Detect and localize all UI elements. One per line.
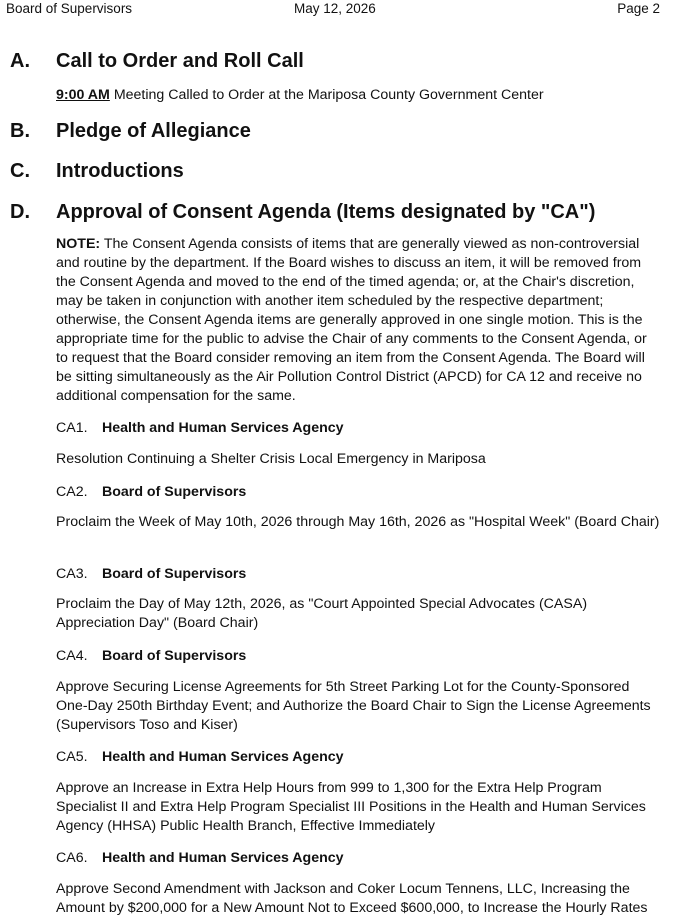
header-page-number: Page 2	[617, 1, 660, 16]
section-letter: B.	[10, 120, 30, 142]
page-header	[0, 1, 680, 19]
consent-item-body: Resolution Continuing a Shelter Crisis Local Emergency in Mariposa	[56, 451, 486, 467]
consent-item-header	[56, 566, 246, 582]
consent-item-header	[56, 850, 344, 866]
item-department: Health and Human Services Agency	[102, 850, 344, 866]
consent-item-body: Proclaim the Week of May 10th, 2026 through May 16th, 2026 as "Hospital Week" (Board Chair)	[56, 514, 660, 530]
item-code: CA4.	[56, 648, 88, 664]
item-department: Health and Human Services Agency	[102, 749, 344, 765]
header-date: May 12, 2026	[294, 1, 376, 16]
consent-item-header	[56, 648, 246, 664]
consent-agenda-note	[56, 235, 656, 406]
header-board-name: Board of Supervisors	[6, 1, 133, 16]
meeting-time: 9:00 AM	[56, 87, 110, 103]
consent-item-body: Approve an Increase in Extra Help Hours from 999 to 1,300 for the Extra Help Program Specialist II and Extra Help Program Specialist III Positions in the Health and Human Services Agency (HHSA) Public Health Branch, Effective Immediately	[56, 780, 646, 834]
call-to-order-text: Meeting Called to Order at the Mariposa County Government Center	[109, 87, 544, 103]
item-code: CA1.	[56, 420, 88, 436]
item-code: CA3.	[56, 566, 88, 582]
section-title: Pledge of Allegiance	[56, 120, 251, 142]
item-department: Board of Supervisors	[102, 566, 247, 582]
section-letter: C.	[10, 160, 30, 182]
consent-item-header	[56, 484, 246, 500]
section-letter: D.	[10, 201, 30, 223]
item-code: CA5.	[56, 749, 88, 765]
item-code: CA2.	[56, 484, 88, 500]
item-code: CA6.	[56, 850, 88, 866]
consent-item-header	[56, 749, 344, 765]
consent-item-body: Approve Securing License Agreements for 5th Street Parking Lot for the County-Sponsored One-Day 250th Birthday Event; and Authorize the Board Chair to Sign the License Agreements (Supervisors Toso and Kiser)	[56, 679, 651, 733]
item-department: Board of Supervisors	[102, 484, 247, 500]
note-label: NOTE:	[56, 236, 101, 252]
section-title: Introductions	[56, 160, 184, 182]
note-text: The Consent Agenda consists of items that are generally viewed as non-controversial and routine by the department. If the Board wishes to discuss an item, it will be removed from the Consent Agenda and moved to the end of the timed agenda; or, at the Chair's discretion, may be taken in conjunction with another item scheduled by the respective department; otherwise, the Consent Agenda items are generally approved in one single motion. This is the appropriate time for the public to advise the Chair of any comments to the Consent Agenda, or to request that the Board consider removing an item from the Consent Agenda. The Board will be sitting simultaneously as the Air Pollution Control District (APCD) for CA 12 and receive no additional compensation for the same.	[56, 236, 647, 404]
item-department: Health and Human Services Agency	[102, 420, 344, 436]
section-letter: A.	[10, 50, 30, 72]
section-title: Approval of Consent Agenda (Items designated by "CA")	[56, 201, 596, 223]
consent-item-header	[56, 420, 344, 436]
consent-item-body: Proclaim the Day of May 12th, 2026, as "Court Appointed Special Advocates (CASA) Appreciation Day" (Board Chair)	[56, 596, 588, 631]
consent-item-body: Approve Second Amendment with Jackson and Coker Locum Tennens, LLC, Increasing the Amount by $200,000 for a New Amount Not to Exceed $600,000, to Increase the Hourly Rates	[56, 881, 648, 916]
call-to-order-line	[56, 86, 656, 105]
section-title: Call to Order and Roll Call	[56, 50, 304, 72]
item-department: Board of Supervisors	[102, 648, 247, 664]
